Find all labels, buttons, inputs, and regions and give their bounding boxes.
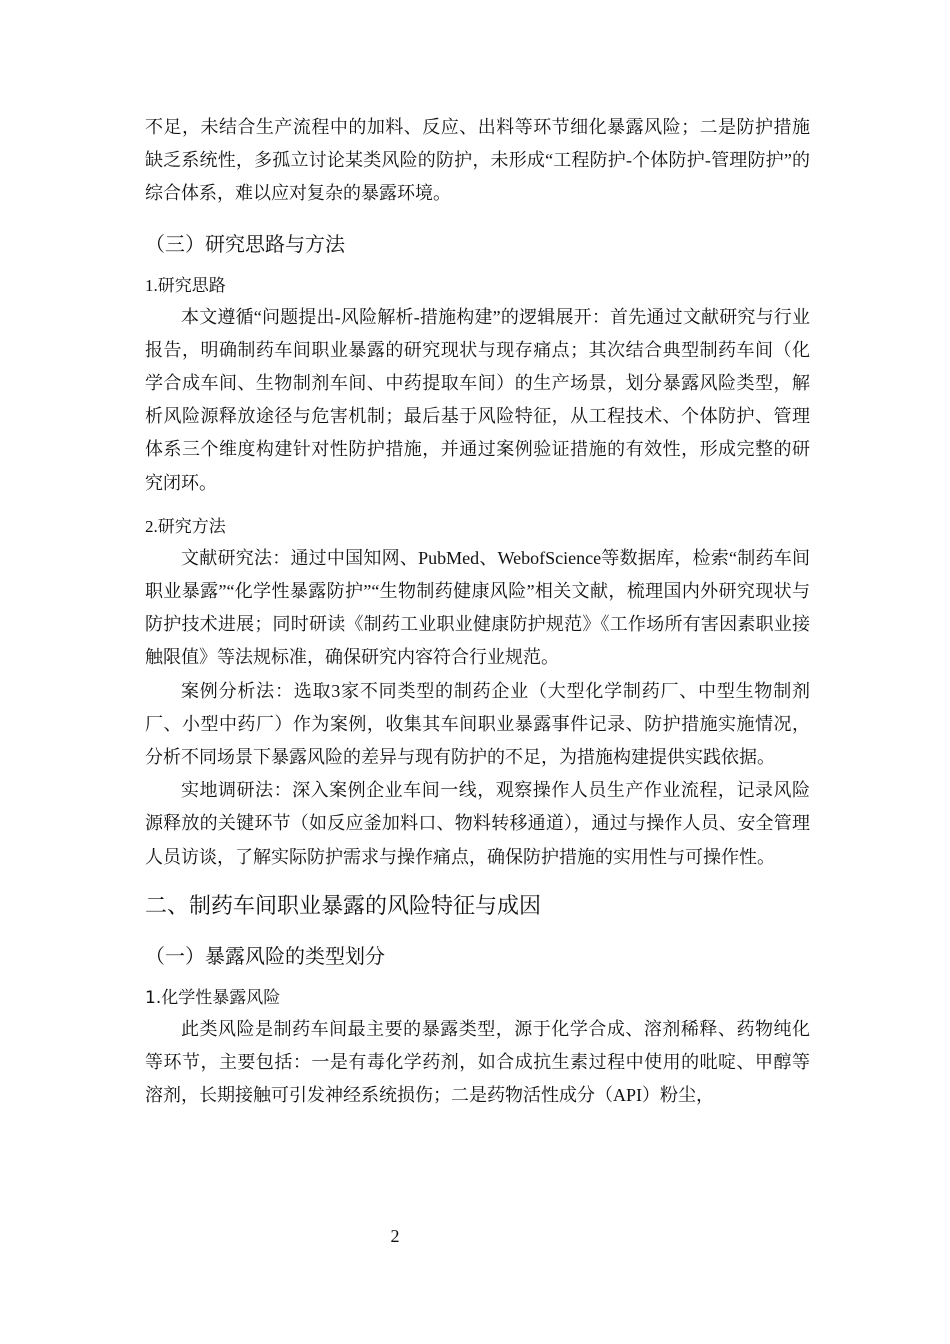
intro-paragraph: 不足，未结合生产流程中的加料、反应、出料等环节细化暴露风险；二是防护措施缺乏系统性，多孤立讨论某类风险的防护，未形成“工程防护-个体防护-管理防护”的综合体系，难以应对复杂的暴露环境。 [145, 117, 810, 204]
section-heading-risk-types: （一）暴露风险的类型划分 [145, 943, 385, 968]
subheading-research-methods: 2.研究方法 [145, 516, 226, 536]
chapter-heading-risk-features: 二、制药车间职业暴露的风险特征与成因 [145, 893, 542, 919]
document-body [145, 111, 810, 1112]
literature-method-paragraph: 文献研究法：通过中国知网、PubMed、WebofScience等数据库，检索“制药车间职业暴露”“化学性暴露防护”“生物制药健康风险”相关文献，梳理国内外研究现状与防护技术进展；同时研读《制药工业职业健康防护规范》《工作场所有害因素职业接触限值》等法规标准，确保研究内容符合行业规范。 [145, 547, 810, 668]
case-analysis-paragraph: 案例分析法：选取3家不同类型的制药企业（大型化学制药厂、中型生物制剂厂、小型中药厂）作为案例，收集其车间职业暴露事件记录、防护措施实施情况，分析不同场景下暴露风险的差异与现有防护的不足，为措施构建提供实践依据。 [145, 680, 810, 768]
field-research-paragraph: 实地调研法：深入案例企业车间一线，观察操作人员生产作业流程，记录风险源释放的关键环节（如反应釜加料口、物料转移通道），通过与操作人员、安全管理人员访谈，了解实际防护需求与操作痛点，确保防护措施的实用性与可操作性。 [145, 780, 810, 867]
section-heading-research-approach: （三）研究思路与方法 [145, 231, 345, 256]
subheading-research-idea: 1.研究思路 [145, 275, 226, 295]
page-number: 2 [390, 1226, 400, 1246]
research-idea-paragraph: 本文遵循“问题提出-风险解析-措施构建”的逻辑展开：首先通过文献研究与行业报告，明确制药车间职业暴露的研究现状与现存痛点；其次结合典型制药车间（化学合成车间、生物制剂车间、中药提取车间）的生产场景，划分暴露风险类型，解析风险源释放途径与危害机制；最后基于风险特征，从工程技术、个体防护、管理体系三个维度构建针对性防护措施，并通过案例验证措施的有效性，形成完整的研究闭环。 [145, 306, 810, 493]
subheading-chemical-exposure: 1.化学性暴露风险 [145, 987, 281, 1008]
chemical-exposure-paragraph: 此类风险是制药车间最主要的暴露类型，源于化学合成、溶剂稀释、药物纯化等环节，主要包括：一是有毒化学药剂，如合成抗生素过程中使用的吡啶、甲醇等溶剂，长期接触可引发神经系统损伤；二是药物活性成分（API）粉尘， [145, 1018, 810, 1106]
